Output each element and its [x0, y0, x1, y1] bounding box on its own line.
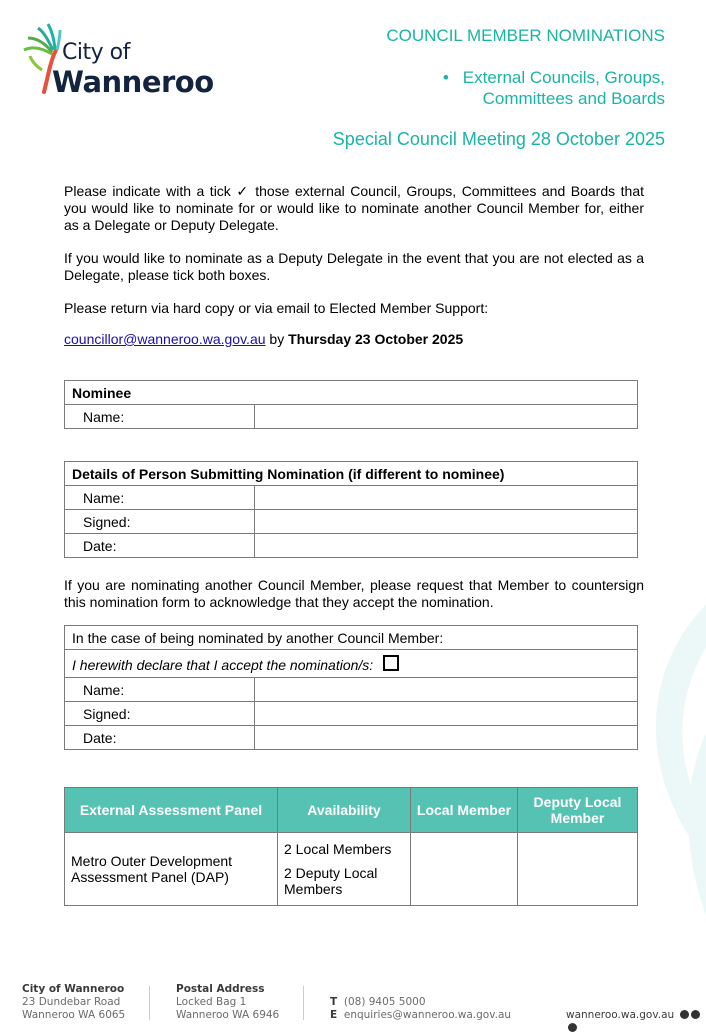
email-label: E — [330, 1009, 338, 1021]
acceptor-name-field[interactable] — [255, 678, 638, 702]
submitter-date-field[interactable] — [255, 534, 638, 558]
logo-text-city-of: City of — [62, 40, 130, 65]
declaration-text: I herewith declare that I accept the nomination/s: — [72, 656, 374, 673]
table-row — [65, 510, 638, 534]
by-text: by — [265, 331, 289, 347]
footer-street: 23 Dundebar Road — [22, 996, 121, 1008]
table-row — [65, 833, 638, 906]
footer-suburb: Wanneroo WA 6065 — [22, 1009, 126, 1021]
availability-deputy: 2 Deputy Local Members — [284, 865, 378, 897]
submitter-date-label: Date: — [65, 534, 255, 558]
table-row — [65, 726, 638, 750]
footer-divider — [303, 986, 304, 1020]
acceptor-signed-field[interactable] — [255, 702, 638, 726]
logo-text-wanneroo: Wanneroo — [52, 65, 214, 99]
councillor-email-link[interactable]: councillor@wanneroo.wa.gov.au — [64, 331, 266, 347]
assessment-panel-table — [64, 787, 638, 906]
return-instructions: Please return via hard copy or via email to Elected Member Support: — [64, 300, 489, 316]
footer-email: enquiries@wanneroo.wa.gov.au — [343, 1009, 512, 1021]
table-row — [65, 486, 638, 510]
acceptance-table — [64, 625, 638, 750]
deputy-local-member-tick-cell[interactable] — [518, 833, 638, 906]
phone-label: T — [330, 996, 338, 1008]
acceptor-signed-label: Signed: — [65, 702, 255, 726]
footer-postal-heading: Postal Address — [176, 983, 265, 995]
website-link[interactable]: wanneroo.wa.gov.au — [566, 1009, 675, 1021]
deputy-instructions-paragraph: If you would like to nominate as a Deputy Delegate in the event that you are not elected as a Delegate, please tick both boxes. — [64, 250, 644, 283]
table-row — [65, 678, 638, 702]
submitter-signed-label: Signed: — [65, 510, 255, 534]
nominee-heading: Nominee — [65, 381, 638, 405]
footer-divider — [149, 986, 150, 1020]
submitter-heading: Details of Person Submitting Nomination (if different to nominee) — [65, 462, 638, 486]
table-row — [65, 405, 638, 429]
local-member-tick-cell[interactable] — [411, 833, 518, 906]
meeting-title: Special Council Meeting 28 October 2025 — [332, 129, 665, 149]
footer-address — [22, 983, 125, 1022]
nominee-name-field[interactable] — [255, 405, 638, 429]
footer-postal-line2: Wanneroo WA 6946 — [176, 1009, 280, 1021]
footer-org-name: City of Wanneroo — [22, 983, 125, 995]
footer-phone: (08) 9405 5000 — [343, 996, 426, 1008]
nominee-table — [64, 380, 638, 429]
footer-contact — [330, 996, 511, 1022]
instagram-icon[interactable] — [691, 1010, 700, 1019]
youtube-icon[interactable] — [568, 1023, 577, 1032]
bullet-icon: • — [442, 68, 449, 87]
column-header-panel: External Assessment Panel — [65, 788, 278, 833]
footer-website — [566, 1009, 706, 1035]
subtitle-line-1: External Councils, Groups, — [462, 68, 665, 87]
submitter-signed-field[interactable] — [255, 510, 638, 534]
countersign-note: If you are nominating another Council Member, please request that Member to countersign this nomination form to acknowledge that they accept the nomination. — [64, 577, 644, 610]
instructions-paragraph: Please indicate with a tick ✓ those external Council, Groups, Committees and Boards that you would like to nominate for or would like to nominate another Council Member for, either as a Delegate or Deputy Delegate. — [64, 183, 644, 233]
column-header-deputy-local-member: Deputy Local Member — [518, 788, 638, 833]
column-header-local-member: Local Member — [411, 788, 518, 833]
availability-local: 2 Local Members — [284, 841, 392, 857]
availability-cell — [278, 833, 411, 906]
table-row — [65, 534, 638, 558]
facebook-icon[interactable] — [680, 1010, 689, 1019]
city-of-wanneroo-logo — [22, 22, 237, 102]
deadline: Thursday 23 October 2025 — [288, 331, 464, 347]
footer-postal — [176, 983, 279, 1022]
panel-name: Metro Outer Development Assessment Panel (DAP) — [65, 833, 278, 906]
acceptor-name-label: Name: — [65, 678, 255, 702]
submitter-table — [64, 461, 638, 558]
footer-postal-line1: Locked Bag 1 — [176, 996, 247, 1008]
document-subtitle — [443, 67, 665, 109]
table-row — [65, 702, 638, 726]
return-email-line — [64, 331, 644, 348]
column-header-availability: Availability — [278, 788, 411, 833]
acceptor-date-label: Date: — [65, 726, 255, 750]
declaration-row — [65, 650, 638, 678]
submitter-name-field[interactable] — [255, 486, 638, 510]
document-title: COUNCIL MEMBER NOMINATIONS — [386, 26, 665, 45]
accept-nomination-checkbox[interactable] — [383, 655, 399, 671]
subtitle-line-2: Committees and Boards — [482, 89, 665, 108]
acceptance-heading: In the case of being nominated by another Council Member: — [65, 626, 638, 650]
nominee-name-label: Name: — [65, 405, 255, 429]
submitter-name-label: Name: — [65, 486, 255, 510]
acceptor-date-field[interactable] — [255, 726, 638, 750]
